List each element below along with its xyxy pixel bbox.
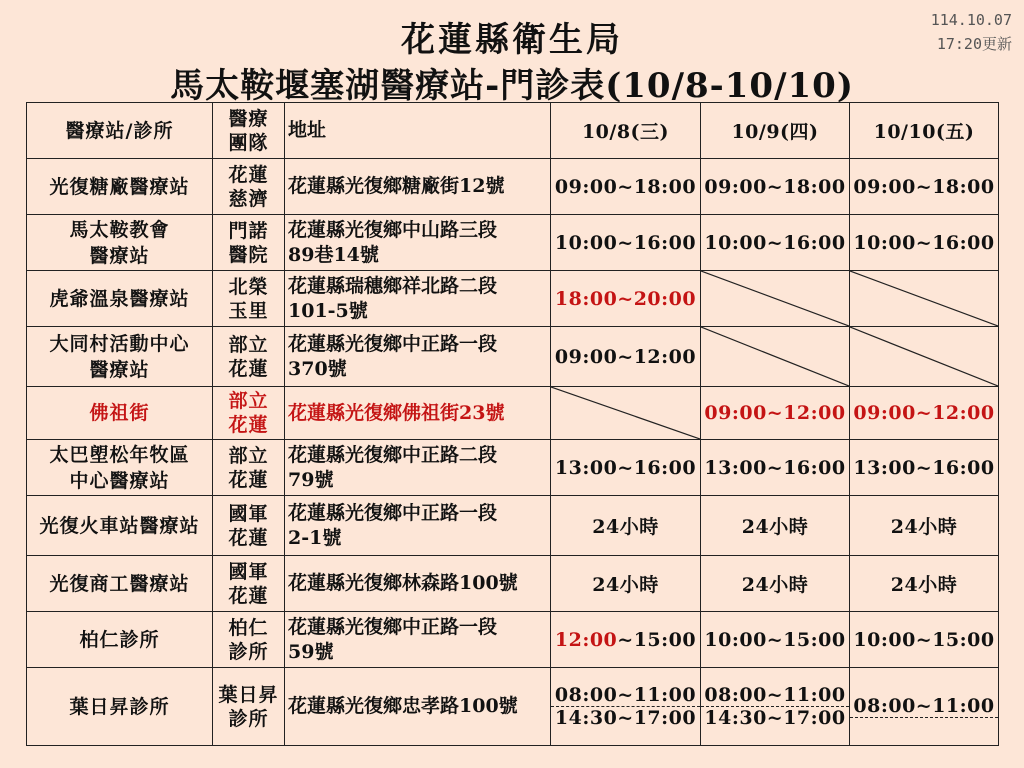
update-time: 17:20更新 xyxy=(936,35,1012,53)
table-header-row xyxy=(27,103,999,159)
closed-cell xyxy=(850,327,999,387)
hours-cell-d3: 10:00~16:00 xyxy=(850,215,999,271)
table-row xyxy=(27,387,999,440)
address-cell: 花蓮縣光復鄉中正路二段 79號 xyxy=(285,440,551,496)
col-header-team: 醫療 團隊 xyxy=(213,103,285,159)
team-cell: 部立 花蓮 xyxy=(213,387,285,440)
address-cell: 花蓮縣光復鄉糖廠街12號 xyxy=(285,159,551,215)
hours-cell-d2: 10:00~15:00 xyxy=(701,612,850,668)
afternoon-session: 14:30~17:00 xyxy=(554,707,697,729)
team-cell: 北榮 玉里 xyxy=(213,271,285,327)
hours-cell-d2 xyxy=(701,668,850,746)
hours-cell-d2: 09:00~18:00 xyxy=(701,159,850,215)
address-cell: 花蓮縣光復鄉中正路一段 370號 xyxy=(285,327,551,387)
site-cell: 光復糖廠醫療站 xyxy=(27,159,213,215)
address-cell: 花蓮縣光復鄉林森路100號 xyxy=(285,556,551,612)
hours-cell-d3: 09:00~18:00 xyxy=(850,159,999,215)
hours-cell-d1: 24小時 xyxy=(551,556,701,612)
update-date: 114.10.07 xyxy=(930,11,1012,29)
closed-cell xyxy=(551,387,701,440)
hours-cell-d3: 10:00~15:00 xyxy=(850,612,999,668)
hours-cell-d1 xyxy=(551,668,701,746)
hours-cell-d1: 12:00~15:00 xyxy=(551,612,701,668)
site-cell: 馬太鞍教會 醫療站 xyxy=(27,215,213,271)
hours-cell-d1: 13:00~16:00 xyxy=(551,440,701,496)
page-subtitle: 馬太鞍堰塞湖醫療站-門診表(10/8-10/10) xyxy=(170,66,854,106)
team-cell: 門諾 醫院 xyxy=(213,215,285,271)
table-row xyxy=(27,440,999,496)
address-cell: 花蓮縣光復鄉中山路三段 89巷14號 xyxy=(285,215,551,271)
closed-cell xyxy=(701,327,850,387)
hours-cell-d2: 09:00~12:00 xyxy=(701,387,850,440)
table-row xyxy=(27,159,999,215)
hours-cell-d3: 09:00~12:00 xyxy=(850,387,999,440)
address-cell: 花蓮縣光復鄉忠孝路100號 xyxy=(285,668,551,746)
address-cell: 花蓮縣瑞穗鄉祥北路二段 101-5號 xyxy=(285,271,551,327)
hours-cell-d3: 24小時 xyxy=(850,496,999,556)
hours-cell-d1: 24小時 xyxy=(551,496,701,556)
table-row xyxy=(27,327,999,387)
table-row xyxy=(27,612,999,668)
col-header-d3: 10/10(五) xyxy=(850,103,999,159)
hours-cell-d1: 09:00~12:00 xyxy=(551,327,701,387)
table-row xyxy=(27,556,999,612)
site-cell: 大同村活動中心 醫療站 xyxy=(27,327,213,387)
site-cell: 光復火車站醫療站 xyxy=(27,496,213,556)
site-cell: 葉日昇診所 xyxy=(27,668,213,746)
address-cell: 花蓮縣光復鄉中正路一段 2-1號 xyxy=(285,496,551,556)
col-header-address: 地址 xyxy=(285,103,551,159)
morning-session: 08:00~11:00 xyxy=(551,684,700,707)
site-cell: 佛祖街 xyxy=(27,387,213,440)
site-cell: 光復商工醫療站 xyxy=(27,556,213,612)
team-cell: 國軍 花蓮 xyxy=(213,496,285,556)
hours-cell-d1: 18:00~20:00 xyxy=(551,271,701,327)
hours-cell-d3: 13:00~16:00 xyxy=(850,440,999,496)
table-row xyxy=(27,496,999,556)
hours-cell-d2: 24小時 xyxy=(701,556,850,612)
team-cell: 柏仁 診所 xyxy=(213,612,285,668)
hours-cell-d2: 24小時 xyxy=(701,496,850,556)
morning-session: 08:00~11:00 xyxy=(701,684,849,707)
team-cell: 部立 花蓮 xyxy=(213,440,285,496)
team-cell: 葉日昇 診所 xyxy=(213,668,285,746)
afternoon-session: 14:30~17:00 xyxy=(704,707,846,729)
team-cell: 國軍 花蓮 xyxy=(213,556,285,612)
team-cell: 花蓮 慈濟 xyxy=(213,159,285,215)
page-title: 花蓮縣衛生局 xyxy=(401,20,623,60)
site-cell: 虎爺溫泉醫療站 xyxy=(27,271,213,327)
table-row xyxy=(27,668,999,746)
hours-cell-d3 xyxy=(850,668,999,746)
col-header-d1: 10/8(三) xyxy=(551,103,701,159)
col-header-site: 醫療站/診所 xyxy=(27,103,213,159)
closed-cell xyxy=(850,271,999,327)
hours-cell-d2: 10:00~16:00 xyxy=(701,215,850,271)
schedule-table xyxy=(26,102,999,746)
table-row xyxy=(27,215,999,271)
hours-cell-d1: 10:00~16:00 xyxy=(551,215,701,271)
hours-cell-d2: 13:00~16:00 xyxy=(701,440,850,496)
closed-cell xyxy=(701,271,850,327)
table-row xyxy=(27,271,999,327)
hours-cell-d1: 09:00~18:00 xyxy=(551,159,701,215)
address-cell: 花蓮縣光復鄉中正路一段 59號 xyxy=(285,612,551,668)
site-cell: 太巴塱松年牧區 中心醫療站 xyxy=(27,440,213,496)
col-header-d2: 10/9(四) xyxy=(701,103,850,159)
morning-session: 08:00~11:00 xyxy=(850,695,998,718)
address-cell: 花蓮縣光復鄉佛祖街23號 xyxy=(285,387,551,440)
team-cell: 部立 花蓮 xyxy=(213,327,285,387)
update-stamp xyxy=(931,8,1012,56)
hours-cell-d3: 24小時 xyxy=(850,556,999,612)
site-cell: 柏仁診所 xyxy=(27,612,213,668)
